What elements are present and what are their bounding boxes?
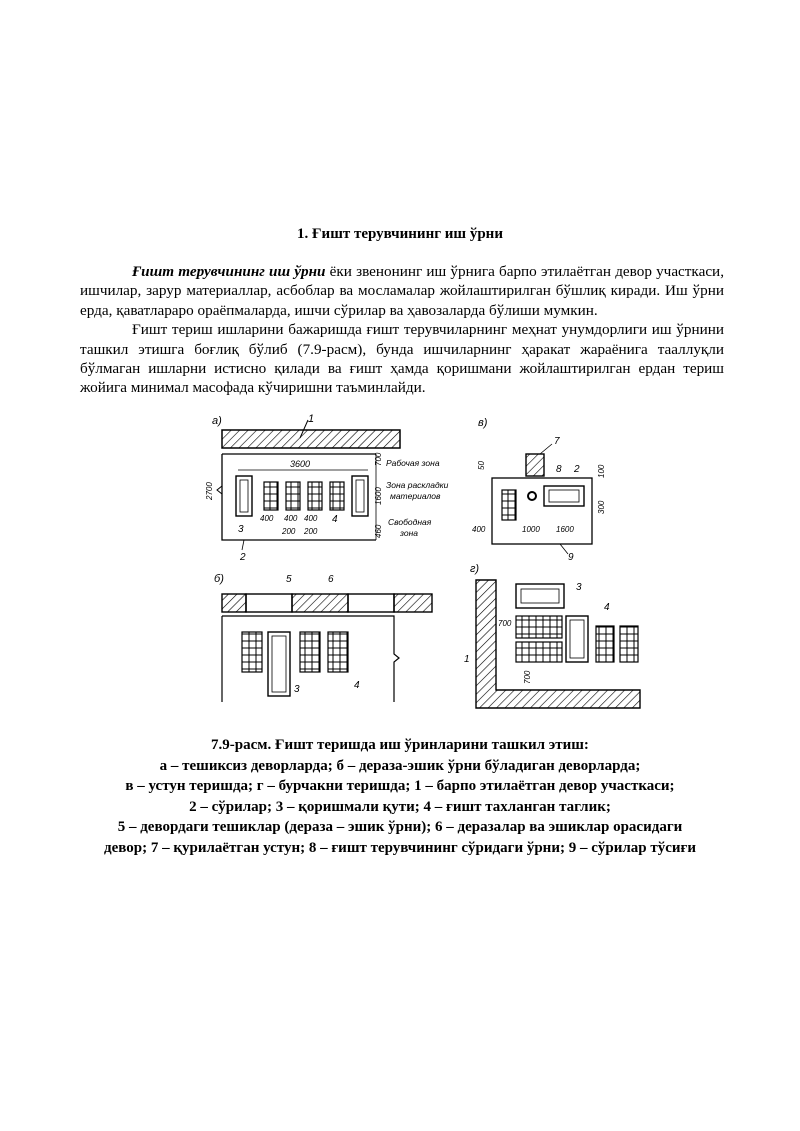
callout-3-g: 3 xyxy=(576,582,582,593)
dim-460: 460 xyxy=(374,524,383,538)
mortar-box xyxy=(544,486,584,506)
caption-line: 2 – сўрилар; 3 – қоришмали қути; 4 – ғишт тахланган таглик; xyxy=(189,798,611,815)
dim-300: 300 xyxy=(597,500,606,514)
mortar-box xyxy=(236,476,252,516)
panel-label-b: б) xyxy=(214,573,224,585)
callout-1-g: 1 xyxy=(464,654,470,665)
brick-pallet xyxy=(328,632,348,672)
dim-700-g2: 700 xyxy=(523,670,532,684)
paragraph-1 xyxy=(80,262,724,320)
paragraph-1-text: ёки звенонинг иш ўрнига барпо этилаётган девор участкаси, ишчилар, зарур материаллар, асбоблар ва мосламалар жойлаштирилган бўшлиқ киради. Иш ўрни ерда, қаватлараро ораёпмаларда, ишчи сўрилар ва ҳавозаларда бўлиши мумкин. xyxy=(80,263,724,319)
brick-pallet xyxy=(596,626,614,662)
pier-between-openings xyxy=(222,594,246,612)
wall-opening xyxy=(348,594,394,612)
callout-4-b: 4 xyxy=(354,680,360,691)
callout-1: 1 xyxy=(308,413,315,425)
dim-400-v: 400 xyxy=(472,525,486,534)
zone-materials-label-2: материалов xyxy=(390,491,441,501)
callout-2-v: 2 xyxy=(574,464,580,475)
brick-pallet xyxy=(308,482,322,510)
brick-pallet xyxy=(264,482,278,510)
panel-label-g: г) xyxy=(470,563,480,575)
mason-position xyxy=(528,492,536,500)
brick-pallet xyxy=(620,626,638,662)
callout-3-b: 3 xyxy=(294,684,300,695)
dim-700-g1: 700 xyxy=(498,619,512,628)
dim-400-1: 400 xyxy=(260,514,274,523)
figure-workplace-layouts xyxy=(200,410,660,730)
zone-free-label-2: зона xyxy=(400,528,418,538)
zone-materials-label-1: Зона раскладки xyxy=(386,480,449,490)
dim-1600: 1600 xyxy=(374,487,383,505)
mortar-box xyxy=(516,584,564,608)
callout-5: 5 xyxy=(286,574,292,585)
callout-2: 2 xyxy=(240,552,246,563)
column-under-construction xyxy=(526,454,544,476)
mortar-box xyxy=(268,632,290,696)
callout-7: 7 xyxy=(554,436,560,447)
brick-pallet xyxy=(330,482,344,510)
dim-200-1: 200 xyxy=(282,527,296,536)
callout-3: 3 xyxy=(238,524,244,535)
wall-opening xyxy=(246,594,292,612)
paragraph-2: Ғишт териш ишларини бажаришда ғишт терувчиларнинг меҳнат унумдорлиги иш ўрнини ташкил этишга боғлиқ бўлиб (7.9-расм), бунда ишчиларнинг ҳаракат жараёнига тааллуқли бўлмаган ишларни истисно қилади ва ғишт ҳамда қоришмани жойлаштирилган ердан териш жойига минимал масофада кўчиришни таъминлайди. xyxy=(80,321,724,397)
panel-a xyxy=(205,413,449,563)
dim-1000: 1000 xyxy=(522,525,540,534)
caption-line: а – тешиксиз деворларда; б – дераза-эшик ўрни бўладиган деворларда; xyxy=(159,757,641,774)
panel-g xyxy=(464,563,640,708)
zone-work-label: Рабочая зона xyxy=(386,458,440,468)
mortar-box xyxy=(566,616,588,662)
dim-400-3: 400 xyxy=(304,514,318,523)
dim-2700: 2700 xyxy=(205,482,214,500)
brick-pallet xyxy=(300,632,320,672)
paragraph-lead: Ғишт терувчининг иш ўрни xyxy=(132,263,326,280)
callout-4: 4 xyxy=(332,514,338,525)
figure-caption xyxy=(60,735,740,859)
dim-100: 100 xyxy=(597,464,606,478)
zone-free-label-1: Свободная xyxy=(388,517,432,527)
dim-200-2: 200 xyxy=(304,527,318,536)
brick-pallet xyxy=(242,632,262,672)
caption-line: 5 – девордаги тешиклар (дераза – эшик ўрни); 6 – деразалар ва эшиклар орасидаги xyxy=(117,819,683,836)
callout-4-g: 4 xyxy=(604,602,610,613)
panel-v xyxy=(472,417,606,563)
callout-9: 9 xyxy=(568,552,574,563)
mortar-box xyxy=(352,476,368,516)
caption-line: 7.9-расм. Ғишт теришда иш ўринларини ташкил этиш: xyxy=(211,737,589,753)
pier-between-openings xyxy=(292,594,348,612)
section-title: 1. Ғишт терувчининг иш ўрни xyxy=(297,226,503,242)
callout-6: 6 xyxy=(328,574,334,585)
caption-line: девор; 7 – қурилаётган устун; 8 – ғишт терувчининг сўридаги ўрни; 9 – сўрилар тўсиғи xyxy=(104,839,696,856)
dim-400-2: 400 xyxy=(284,514,298,523)
body-text xyxy=(80,262,724,398)
callout-8: 8 xyxy=(556,464,562,475)
panel-label-a: а) xyxy=(212,415,222,427)
brick-pallet xyxy=(516,642,562,662)
dim-1600-v: 1600 xyxy=(556,525,574,534)
wall-hatched xyxy=(222,430,400,448)
panel-label-v: в) xyxy=(478,417,488,429)
brick-pallet xyxy=(516,616,562,638)
dim-50: 50 xyxy=(477,461,486,470)
caption-line: в – устун теришда; г – бурчакни теришда; 1 – барпо этилаётган девор участкаси; xyxy=(125,778,675,795)
brick-pallet xyxy=(502,490,516,520)
dim-3600: 3600 xyxy=(290,459,311,469)
panel-b xyxy=(214,573,432,702)
brick-pallet xyxy=(286,482,300,510)
pier-between-openings xyxy=(394,594,432,612)
dim-700: 700 xyxy=(374,452,383,466)
